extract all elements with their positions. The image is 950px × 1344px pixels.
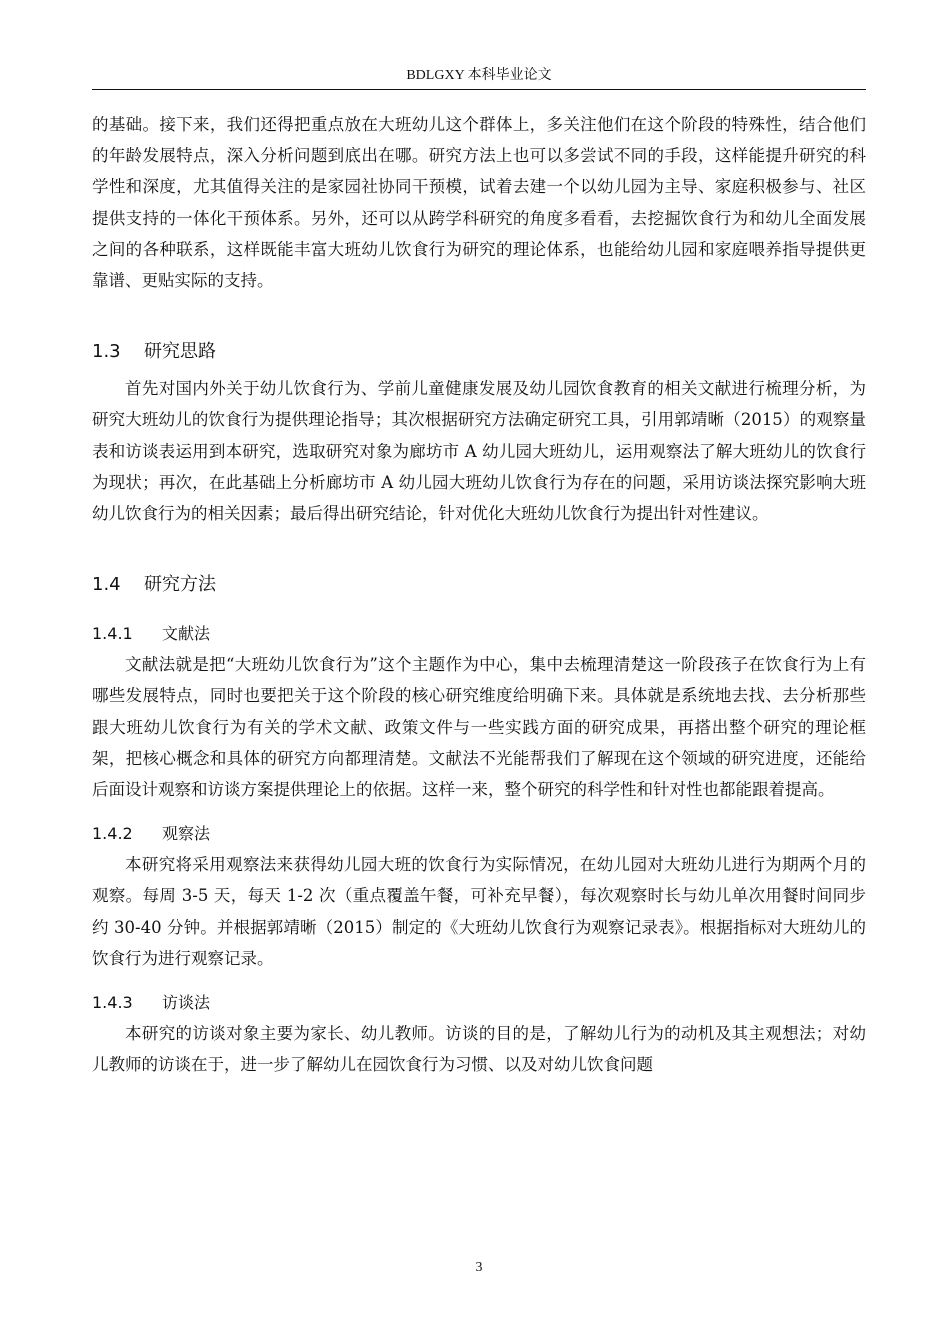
- paragraph-interview-method: 本研究的访谈对象主要为家长、幼儿教师。访谈的目的是，了解幼儿行为的动机及其主观想法；对幼儿教师的访谈在于，进一步了解幼儿在园饮食行为习惯、以及对幼儿饮食问题: [92, 1024, 866, 1075]
- subsection-heading-1-4-3: [92, 988, 866, 1018]
- section-number: 1.3: [92, 341, 121, 363]
- spacer: [92, 974, 866, 988]
- page-body: [92, 109, 866, 1080]
- spacer: [92, 296, 866, 336]
- section-title: 研究方法: [144, 574, 216, 596]
- paragraph-literature-method: 文献法就是把“大班幼儿饮食行为”这个主题作为中心，集中去梳理清楚这一阶段孩子在饮食行为上有哪些发展特点，同时也要把关于这个阶段的核心研究维度给明确下来。具体就是系统地去找、去分析那些跟大班幼儿饮食行为有关的学术文献、政策文件与一些实践方面的研究成果，再搭出整个研究的理论框架，把核心概念和具体的研究方向都理清楚。文献法不光能帮我们了解现在这个领域的研究进度，还能给后面设计观察和访谈方案提供理论上的依据。这样一来，整个研究的科学性和针对性也都能跟着提高。: [92, 655, 866, 800]
- subsection-heading-1-4-2: [92, 819, 866, 849]
- section-title: 研究思路: [144, 341, 216, 363]
- subsection-number: 1.4.1: [92, 624, 133, 644]
- running-header: BDLGXY 本科毕业论文: [406, 68, 552, 83]
- spacer: [92, 529, 866, 569]
- spacer: [92, 601, 866, 619]
- subsection-title: 访谈法: [162, 993, 211, 1013]
- header-rule: [92, 89, 866, 90]
- paragraph-observation-method: 本研究将采用观察法来获得幼儿园大班的饮食行为实际情况，在幼儿园对大班幼儿进行为期两个月的观察。每周 3-5 天，每天 1-2 次（重点覆盖午餐，可补充早餐），每次观察时长与幼儿单次用餐时间同步约 30-40 分钟。并根据郭靖晰（2015）制定的《大班幼儿饮食行为观察记录表》。根据指标对大班幼儿的饮食行为进行观察记录。: [92, 855, 866, 968]
- section-number: 1.4: [92, 574, 121, 596]
- subsection-title: 文献法: [162, 624, 211, 644]
- subsection-heading-1-4-1: [92, 619, 866, 649]
- subsection-number: 1.4.2: [92, 824, 133, 844]
- spacer: [92, 805, 866, 819]
- section-heading-1-3: [92, 336, 866, 368]
- page-number: 3: [475, 1260, 483, 1275]
- subsection-title: 观察法: [162, 824, 211, 844]
- subsection-number: 1.4.3: [92, 993, 133, 1013]
- paragraph-intro: 的基础。接下来，我们还得把重点放在大班幼儿这个群体上，多关注他们在这个阶段的特殊性，结合他们的年龄发展特点，深入分析问题到底出在哪。研究方法上也可以多尝试不同的手段，这样能提升研究的科学性和深度，尤其值得关注的是家园社协同干预模，试着去建一个以幼儿园为主导、家庭积极参与、社区提供支持的一体化干预体系。另外，还可以从跨学科研究的角度多看看，去挖掘饮食行为和幼儿全面发展之间的各种联系，这样既能丰富大班幼儿饮食行为研究的理论体系，也能给幼儿园和家庭喂养指导提供更靠谱、更贴实际的支持。: [92, 115, 866, 291]
- paragraph-research-approach: 首先对国内外关于幼儿饮食行为、学前儿童健康发展及幼儿园饮食教育的相关文献进行梳理分析，为研究大班幼儿的饮食行为提供理论指导；其次根据研究方法确定研究工具，引用郭靖晰（2015）的观察量表和访谈表运用到本研究，选取研究对象为廊坊市 A 幼儿园大班幼儿，运用观察法了解大班幼儿的饮食行为现状；再次，在此基础上分析廊坊市 A 幼儿园大班幼儿饮食行为存在的问题，采用访谈法探究影响大班幼儿饮食行为的相关因素；最后得出研究结论，针对优化大班幼儿饮食行为提出针对性建议。: [92, 379, 866, 524]
- section-heading-1-4: [92, 569, 866, 601]
